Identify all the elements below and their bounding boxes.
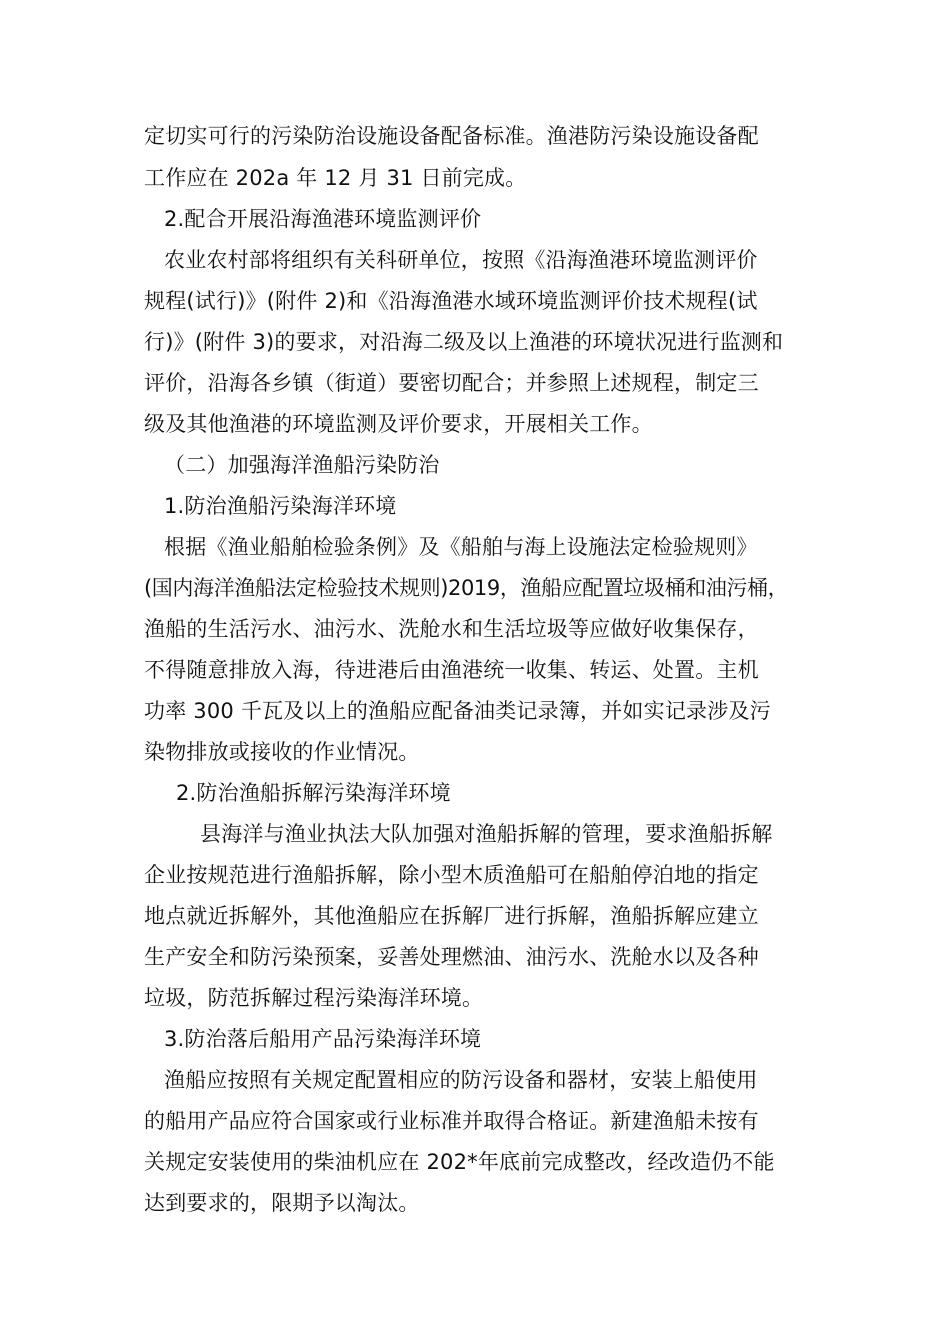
text-line: 评价，沿海各乡镇（街道）要密切配合；并参照上述规程，制定三	[144, 371, 759, 395]
section-heading: 2.配合开展沿海渔港环境监测评价	[164, 207, 482, 231]
text-line: 企业按规范进行渔船拆解，除小型木质渔船可在船舶停泊地的指定	[144, 863, 759, 887]
section-heading: （二）加强海洋渔船污染防治	[164, 453, 440, 477]
text-line: 不得随意排放入海，待进港后由渔港统一收集、转运、处置。主机	[144, 658, 759, 682]
text-line: 地点就近拆解外，其他渔船应在拆解厂进行拆解，渔船拆解应建立	[144, 904, 759, 928]
text-line: 达到要求的，限期予以淘汰。	[144, 1191, 420, 1215]
text-line: 关规定安装使用的柴油机应在 202*年底前完成整改，经改造仍不能	[144, 1150, 775, 1174]
text-line: 县海洋与渔业执法大队加强对渔船拆解的管理，要求渔船拆解	[200, 822, 773, 846]
text-line: 农业农村部将组织有关科研单位，按照《沿海渔港环境监测评价	[164, 248, 758, 272]
text-line: 级及其他渔港的环境监测及评价要求，开展相关工作。	[144, 412, 653, 436]
section-heading: 2.防治渔船拆解污染海洋环境	[176, 781, 451, 805]
text-line: 渔船应按照有关规定配置相应的防污设备和器材，安装上船使用	[164, 1068, 758, 1092]
text-line: 垃圾，防范拆解过程污染海洋环境。	[144, 986, 484, 1010]
text-line: 工作应在 202a 年 12 月 31 日前完成。	[144, 166, 527, 190]
text-line: 行)》(附件 3)的要求，对沿海二级及以上渔港的环境状况进行监测和	[144, 330, 784, 354]
section-heading: 1.防治渔船污染海洋环境	[164, 494, 397, 518]
section-heading: 3.防治落后船用产品污染海洋环境	[164, 1027, 482, 1051]
text-line: 根据《渔业船舶检验条例》及《船舶与海上设施法定检验规则》	[164, 535, 758, 559]
text-line: 染物排放或接收的作业情况。	[144, 740, 420, 764]
text-line: (国内海洋渔船法定检验技术规则)2019，渔船应配置垃圾桶和油污桶，	[144, 576, 789, 600]
text-line: 规程(试行)》(附件 2)和《沿海渔港水域环境监测评价技术规程(试	[144, 289, 758, 313]
text-line: 功率 300 千瓦及以上的渔船应配备油类记录簿，并如实记录涉及污	[144, 699, 771, 723]
text-line: 生产安全和防污染预案，妥善处理燃油、油污水、洗舱水以及各种	[144, 945, 759, 969]
text-line: 定切实可行的污染防治设施设备配备标准。渔港防污染设施设备配	[144, 124, 759, 148]
text-line: 的船用产品应符合国家或行业标准并取得合格证。新建渔船未按有	[144, 1109, 759, 1133]
text-line: 渔船的生活污水、油污水、洗舱水和生活垃圾等应做好收集保存，	[144, 617, 759, 641]
